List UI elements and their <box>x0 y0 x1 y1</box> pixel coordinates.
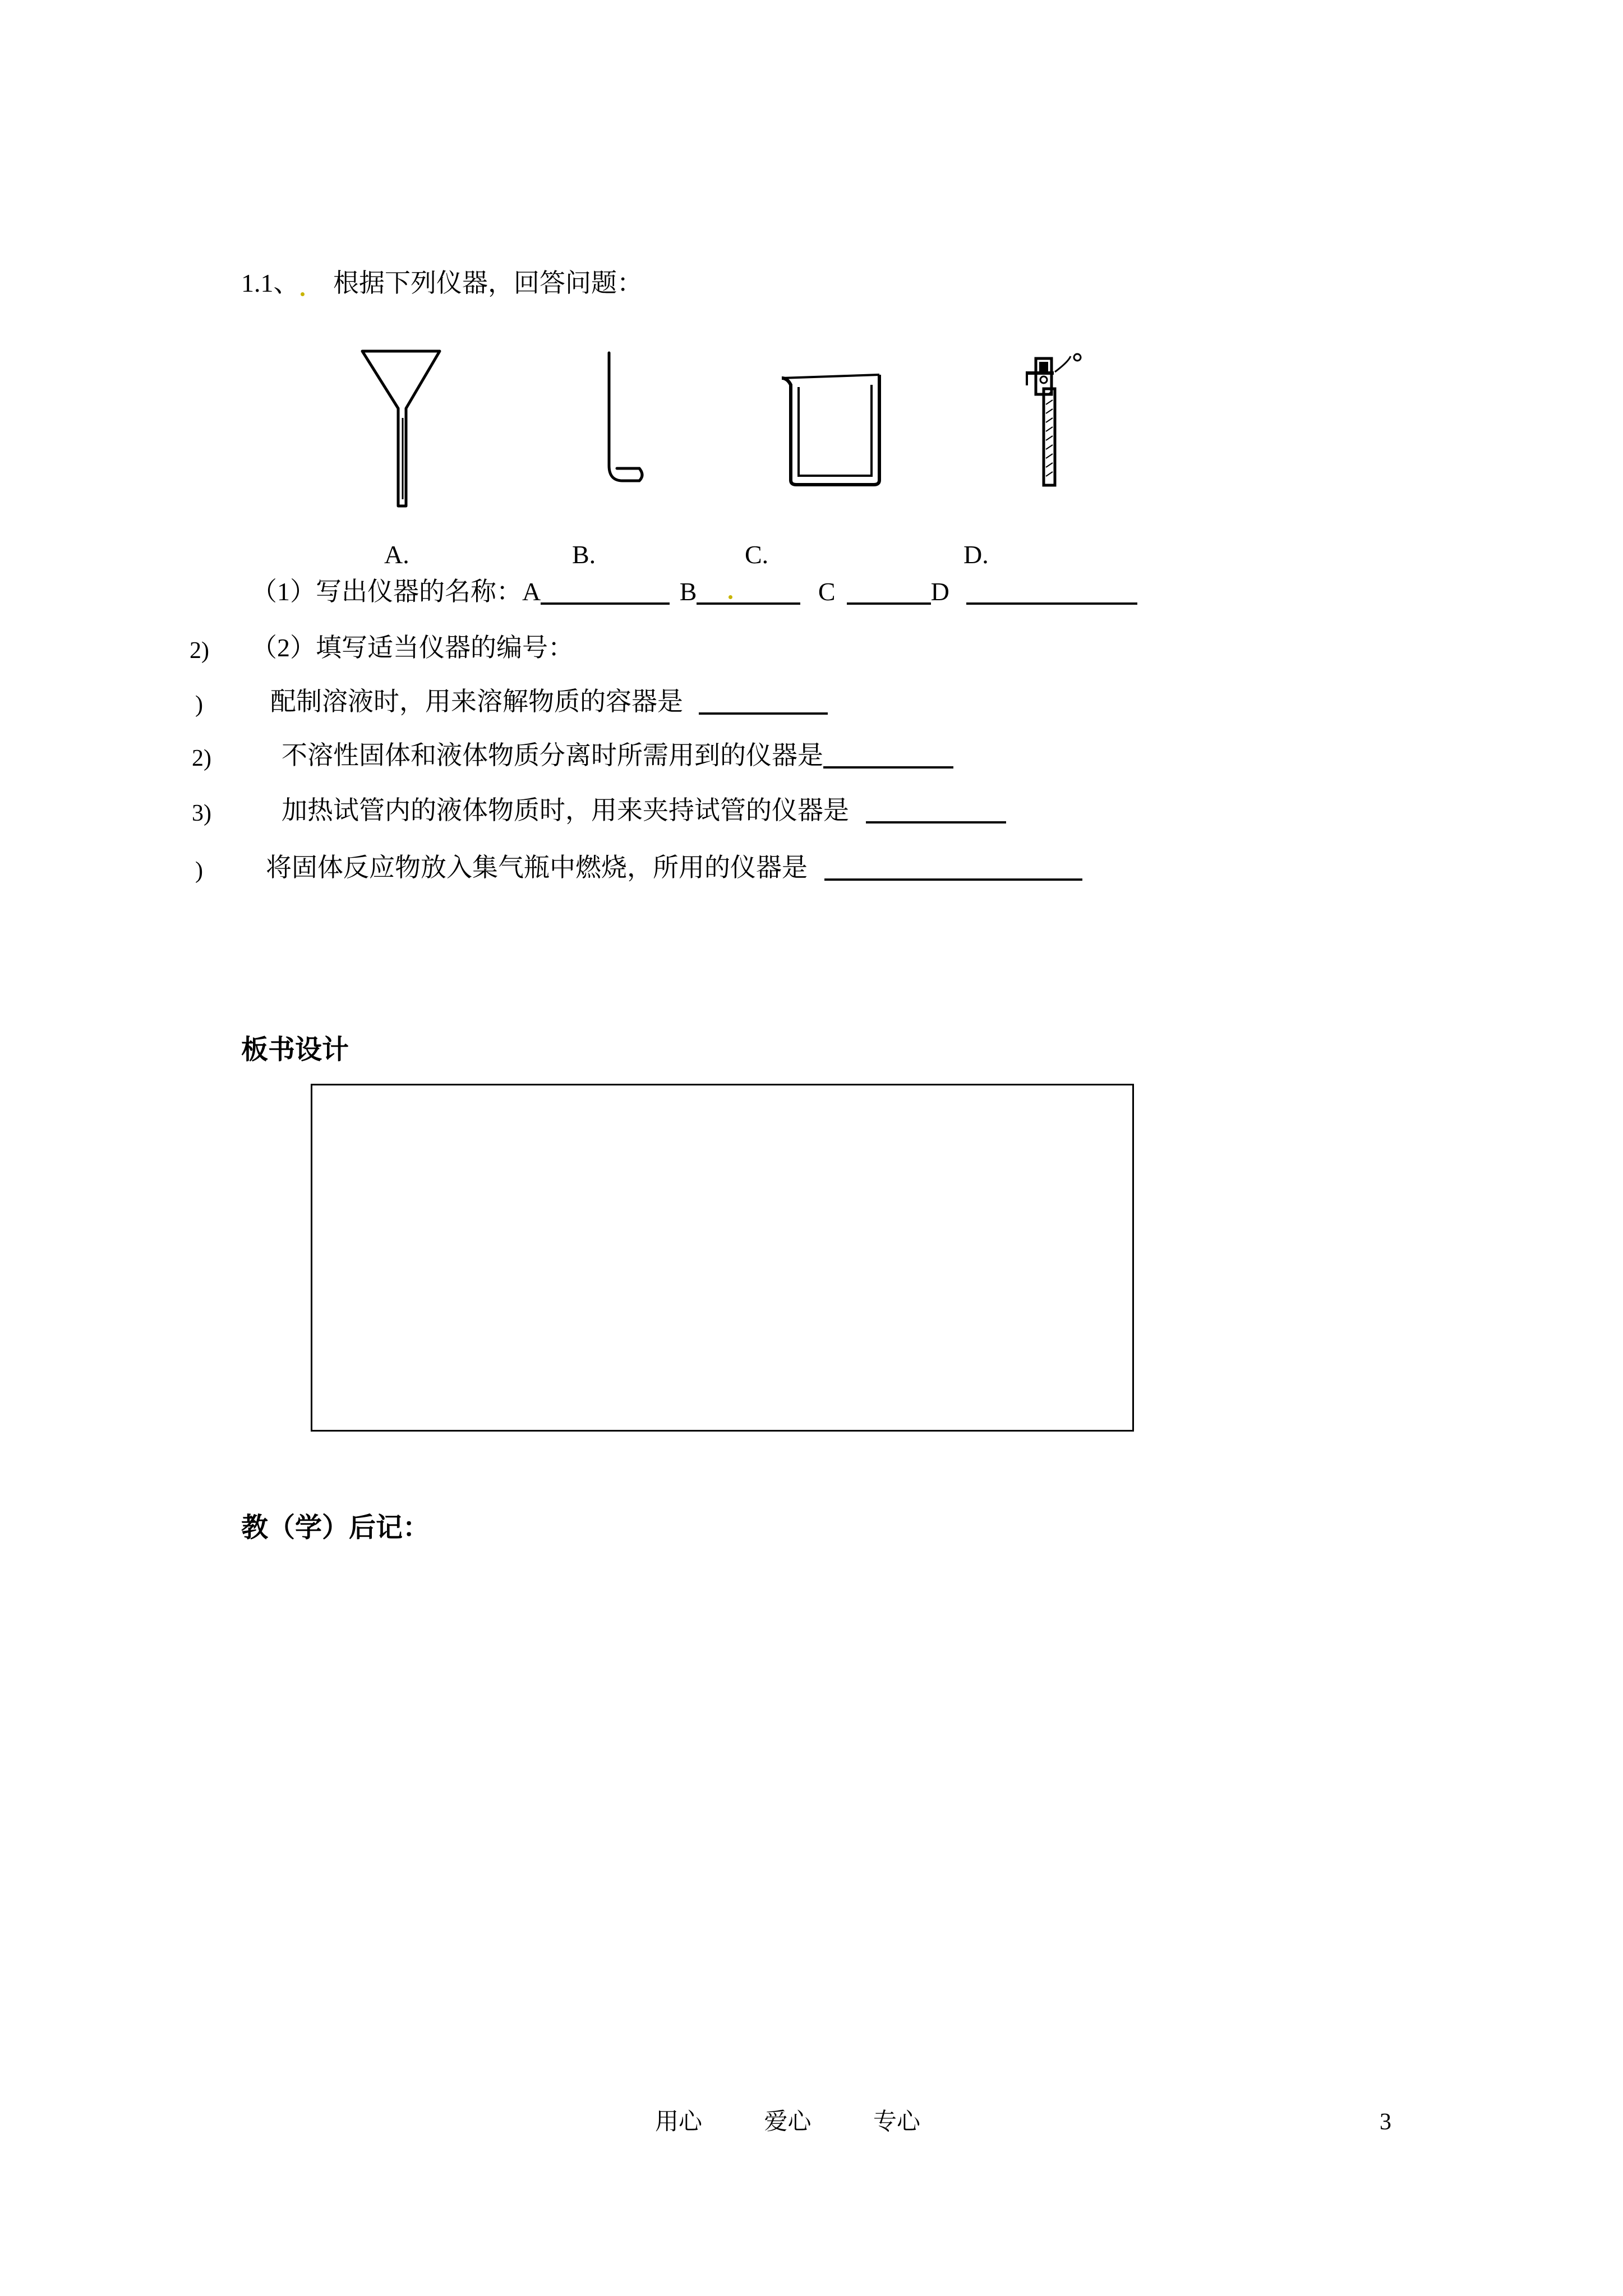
postscript-title: 教（学）后记： <box>241 1513 430 1543</box>
highlight-dot <box>728 595 732 599</box>
page-number: 3 <box>1380 2109 1391 2135</box>
item-line-1 <box>270 689 828 715</box>
question-prompt: 根据下列仪器，回答问题： <box>333 269 643 297</box>
label-b: B. <box>572 540 596 569</box>
part1-a-label: A <box>522 577 541 606</box>
spoon-icon <box>600 351 656 485</box>
footer-motto-2: 爱心 <box>764 2109 811 2135</box>
part1-b-label: B <box>679 577 697 606</box>
footer-motto-1: 用心 <box>655 2109 703 2135</box>
item-text: 将固体反应物放入集气瓶中燃烧，所用的仪器是 <box>266 853 808 882</box>
beaker-icon <box>780 370 886 488</box>
part1-d-label: D <box>930 577 949 606</box>
answer-blank-item3[interactable] <box>866 798 1006 823</box>
item-marker: 2) <box>192 746 211 771</box>
item-line-4 <box>266 855 1082 881</box>
board-title: 板书设计 <box>241 1035 349 1065</box>
item-marker: ) <box>195 858 203 884</box>
item-marker: 3) <box>192 800 211 826</box>
answer-blank-item2[interactable] <box>823 743 953 769</box>
label-c: C. <box>745 540 769 569</box>
question-heading <box>241 270 643 296</box>
answer-blank-a[interactable] <box>541 579 670 605</box>
answer-blank-b[interactable] <box>697 579 800 605</box>
footer-motto-3: 专心 <box>873 2109 921 2135</box>
item-text: 加热试管内的液体物质时，用来夹持试管的仪器是 <box>282 796 849 825</box>
board-box[interactable] <box>311 1084 1134 1432</box>
question-number: 1.1、 <box>241 269 299 297</box>
test-tube-clamp-icon <box>1018 351 1085 491</box>
item-marker: ) <box>195 692 203 717</box>
answer-blank-item4[interactable] <box>824 855 1082 881</box>
answer-blank-c[interactable] <box>847 579 931 605</box>
label-d: D. <box>963 540 989 569</box>
highlight-dot <box>301 292 305 296</box>
part1-line <box>251 579 1137 605</box>
item-text: 配制溶液时，用来溶解物质的容器是 <box>270 687 683 716</box>
part2-text: （2）填写适当仪器的编号： <box>251 633 574 662</box>
answer-blank-d[interactable] <box>966 579 1137 605</box>
item-text: 不溶性固体和液体物质分离时所需用到的仪器是 <box>282 741 823 770</box>
item-line-2 <box>282 743 953 769</box>
funnel-icon <box>359 348 443 510</box>
part1-c-label: C <box>818 577 836 606</box>
footer-motto <box>655 2110 920 2134</box>
item-marker: 2) <box>190 638 209 664</box>
item-line-3 <box>282 798 1006 823</box>
label-a: A. <box>384 540 409 569</box>
answer-blank-item1[interactable] <box>699 689 828 715</box>
part1-text: （1）写出仪器的名称： <box>251 577 522 606</box>
